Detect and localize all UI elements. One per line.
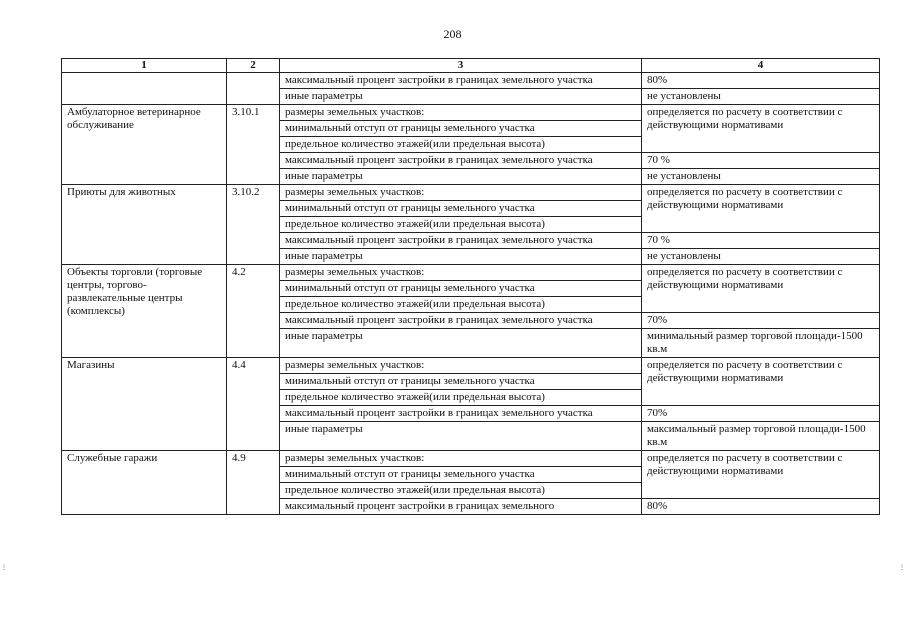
- use-type-code: 3.10.1: [227, 105, 280, 185]
- parameter-cell: иные параметры: [280, 249, 642, 265]
- use-type-code: 3.10.2: [227, 185, 280, 265]
- parameter-cell: минимальный отступ от границы земельного участка: [280, 374, 642, 390]
- parameter-cell: размеры земельных участков:: [280, 105, 642, 121]
- parameter-cell: минимальный отступ от границы земельного участка: [280, 201, 642, 217]
- column-header-4: 4: [642, 59, 880, 73]
- table-row: [62, 451, 880, 467]
- continued-name-cell: [62, 73, 227, 105]
- parameter-cell: максимальный процент застройки в границах земельного участка: [280, 73, 642, 89]
- value-cell: 80%: [642, 499, 880, 515]
- use-type-code: 4.4: [227, 358, 280, 451]
- value-cell: определяется по расчету в соответствии с действующими нормативами: [642, 451, 880, 499]
- value-cell: 70%: [642, 406, 880, 422]
- parameter-cell: размеры земельных участков:: [280, 451, 642, 467]
- column-header-2: 2: [227, 59, 280, 73]
- parameter-cell: иные параметры: [280, 89, 642, 105]
- parameter-cell: максимальный процент застройки в границах земельного участка: [280, 406, 642, 422]
- parameter-cell: минимальный отступ от границы земельного участка: [280, 121, 642, 137]
- use-type-name: Служебные гаражи: [62, 451, 227, 515]
- value-cell: не установлены: [642, 89, 880, 105]
- column-header-1: 1: [62, 59, 227, 73]
- parameter-cell: предельное количество этажей(или предельная высота): [280, 483, 642, 499]
- use-type-name: Амбулаторное ветеринарное обслуживание: [62, 105, 227, 185]
- parameter-cell: предельное количество этажей(или предельная высота): [280, 217, 642, 233]
- use-type-name: Приюты для животных: [62, 185, 227, 265]
- parameter-cell: максимальный процент застройки в границах земельного участка: [280, 233, 642, 249]
- value-cell: определяется по расчету в соответствии с действующими нормативами: [642, 185, 880, 233]
- value-cell: максимальный размер торговой площади-1500 кв.м: [642, 422, 880, 451]
- parameter-cell: предельное количество этажей(или предельная высота): [280, 297, 642, 313]
- value-cell: определяется по расчету в соответствии с действующими нормативами: [642, 265, 880, 313]
- land-use-parameters-table: [61, 58, 880, 515]
- left-edge-mark: ⋮: [1, 565, 7, 571]
- parameter-cell: размеры земельных участков:: [280, 185, 642, 201]
- value-cell: 80%: [642, 73, 880, 89]
- parameter-cell: максимальный процент застройки в границах земельного участка: [280, 153, 642, 169]
- parameter-cell: предельное количество этажей(или предельная высота): [280, 137, 642, 153]
- value-cell: определяется по расчету в соответствии с действующими нормативами: [642, 105, 880, 153]
- parameter-cell: минимальный отступ от границы земельного участка: [280, 467, 642, 483]
- value-cell: не установлены: [642, 169, 880, 185]
- use-type-code: 4.9: [227, 451, 280, 515]
- right-edge-mark: ⋮: [899, 565, 905, 571]
- parameter-cell: размеры земельных участков:: [280, 358, 642, 374]
- use-type-code: 4.2: [227, 265, 280, 358]
- table-row: [62, 358, 880, 374]
- parameter-cell: максимальный процент застройки в границах земельного: [280, 499, 642, 515]
- table-row: [62, 73, 880, 89]
- value-cell: 70 %: [642, 233, 880, 249]
- value-cell: 70%: [642, 313, 880, 329]
- parameter-cell: минимальный отступ от границы земельного участка: [280, 281, 642, 297]
- value-cell: 70 %: [642, 153, 880, 169]
- value-cell: не установлены: [642, 249, 880, 265]
- table-row: [62, 185, 880, 201]
- page-number: 208: [443, 27, 462, 41]
- continued-code-cell: [227, 73, 280, 105]
- use-type-name: Объекты торговли (торговые центры, торгово-развлекательные центры (комплексы): [62, 265, 227, 358]
- column-header-3: 3: [280, 59, 642, 73]
- table-row: [62, 265, 880, 281]
- parameter-cell: размеры земельных участков:: [280, 265, 642, 281]
- parameter-cell: иные параметры: [280, 422, 642, 451]
- use-type-name: Магазины: [62, 358, 227, 451]
- parameter-cell: иные параметры: [280, 169, 642, 185]
- parameter-cell: иные параметры: [280, 329, 642, 358]
- parameter-cell: максимальный процент застройки в границах земельного участка: [280, 313, 642, 329]
- value-cell: определяется по расчету в соответствии с действующими нормативами: [642, 358, 880, 406]
- table-row: [62, 105, 880, 121]
- value-cell: минимальный размер торговой площади-1500 кв.м: [642, 329, 880, 358]
- parameter-cell: предельное количество этажей(или предельная высота): [280, 390, 642, 406]
- table-header-row: [62, 59, 880, 73]
